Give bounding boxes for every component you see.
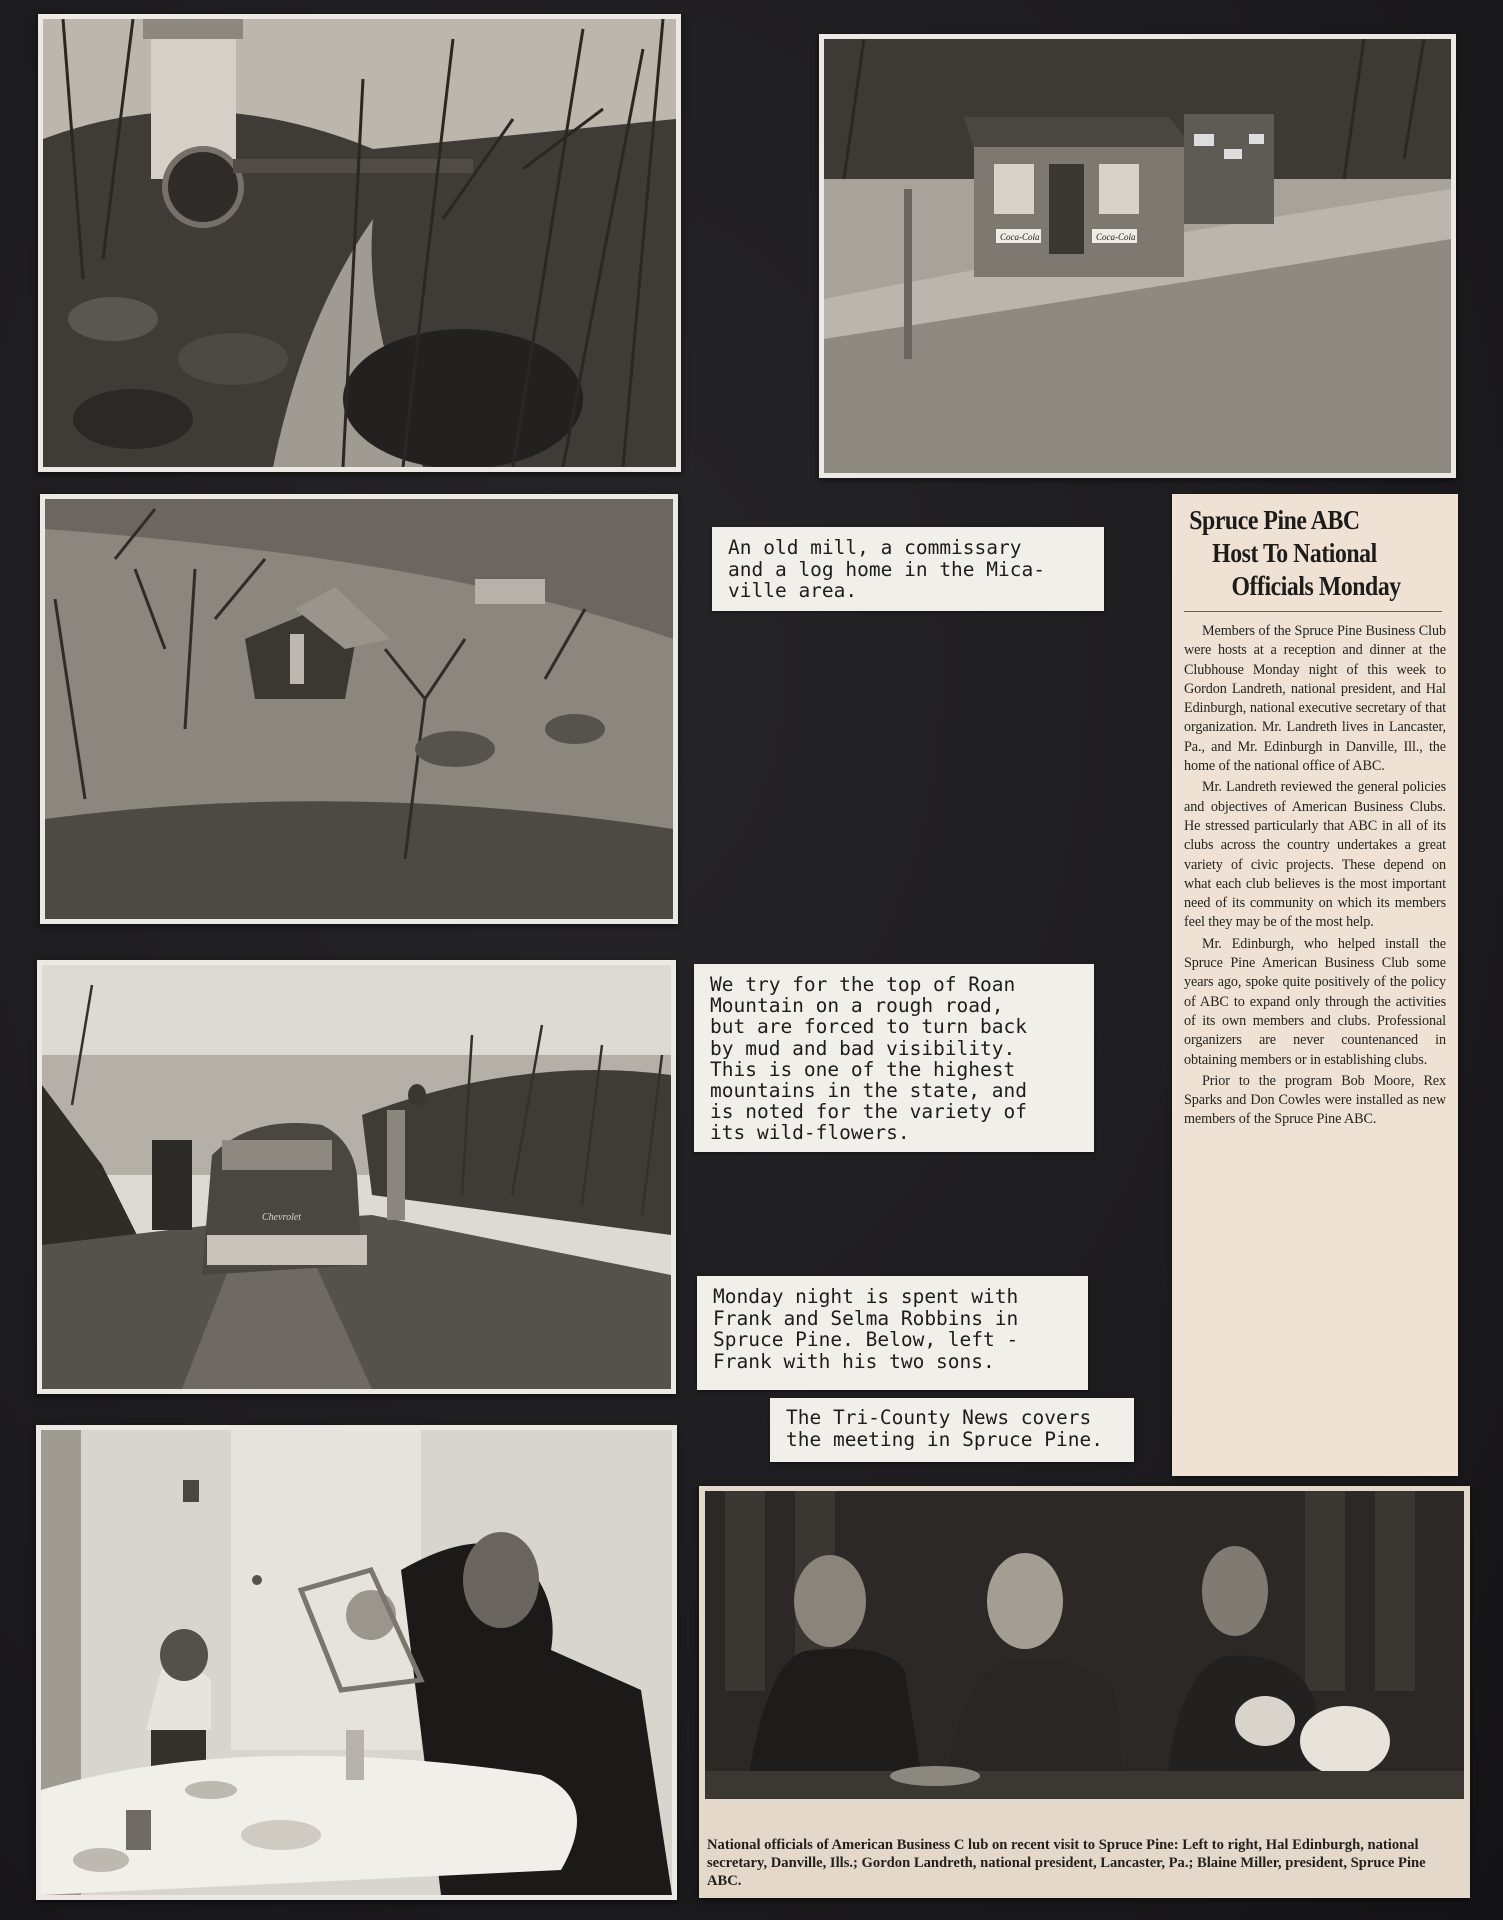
article-paragraph-1: Members of the Spruce Pine Business Club were hosts at a reception and dinner at the Clubhouse Monday night of this week to Gordon Landreth, national president, and Hal Edinburgh, national executive secretary of that organization. Mr. Landreth lives in Lancaster, Pa., and Mr. Edinburgh in Danville, Ill., the home of the national office of ABC. [1184, 623, 1446, 775]
news-photo-caption: National officials of American Business C lub on recent visit to Spruce Pine: Left to right, Hal Edinburgh, national secretary, Danville, Ills.; Gordon Landreth, national president, Lancaster, Pa.; Blaine Miller, president, Spruce Pine ABC. [707, 1837, 1426, 1889]
photo-commissary [819, 34, 1456, 478]
photo-roan-mountain-road [37, 960, 676, 1394]
news-photo-national-officials [699, 1486, 1470, 1898]
log-home-image [45, 499, 673, 919]
article-paragraph-3: Mr. Edinburgh, who helped install the Spruce Pine American Business Club some years ago, spoke quite positively of the policy of ABC to expand only through the activities of its own members and clubs. Professional organizers are never countenanced in obtaining members or in establishing clubs. [1184, 935, 1446, 1068]
roan-road-image [42, 965, 671, 1389]
headline-rule [1184, 611, 1442, 612]
commissary-image [824, 39, 1451, 473]
photo-frank-and-sons [36, 1425, 677, 1900]
caption-tri-county-news: The Tri-County News covers the meeting in Spruce Pine. [770, 1398, 1134, 1462]
old-mill-image [43, 19, 676, 467]
photo-old-mill [38, 14, 681, 472]
article-headline [1184, 504, 1448, 603]
headline-line-2: Host To National [1212, 538, 1377, 568]
article-paragraph-4: Prior to the program Bob Moore, Rex Sparks and Don Cowles were installed as new members of the Spruce Pine ABC. [1184, 1072, 1446, 1128]
headline-line-1: Spruce Pine ABC [1189, 505, 1360, 535]
news-clipping-article [1172, 494, 1458, 1476]
car-script-badge: Chevrolet [262, 1212, 302, 1223]
caption-roan-mountain: We try for the top of Roan Mountain on a rough road, but are forced to turn back by mud and bad visibility. This is one of the highest mountains in the state, and is noted for the variety of its wild-flowers. [694, 964, 1094, 1152]
article-paragraph-2: Mr. Landreth reviewed the general policies and objectives of American Business Clubs. He stressed particularly that ABC in all of its clubs across the country undertakes a great variety of civic projects. These depend on what each club believes is the most important need of its community on which its members feel they may be of the most help. [1184, 779, 1446, 931]
coca-cola-sign-right: Coca-Cola [1096, 232, 1136, 242]
caption-old-mill: An old mill, a commissary and a log home in the Mica- ville area. [712, 527, 1104, 611]
photo-log-home [40, 494, 678, 924]
headline-line-3: Officials Monday [1231, 571, 1401, 601]
caption-monday-night: Monday night is spent with Frank and Selma Robbins in Spruce Pine. Below, left - Frank with his two sons. [697, 1276, 1088, 1390]
frank-sons-image [41, 1430, 672, 1895]
coca-cola-sign-left: Coca-Cola [1000, 232, 1040, 242]
officials-photo-image [705, 1491, 1464, 1799]
